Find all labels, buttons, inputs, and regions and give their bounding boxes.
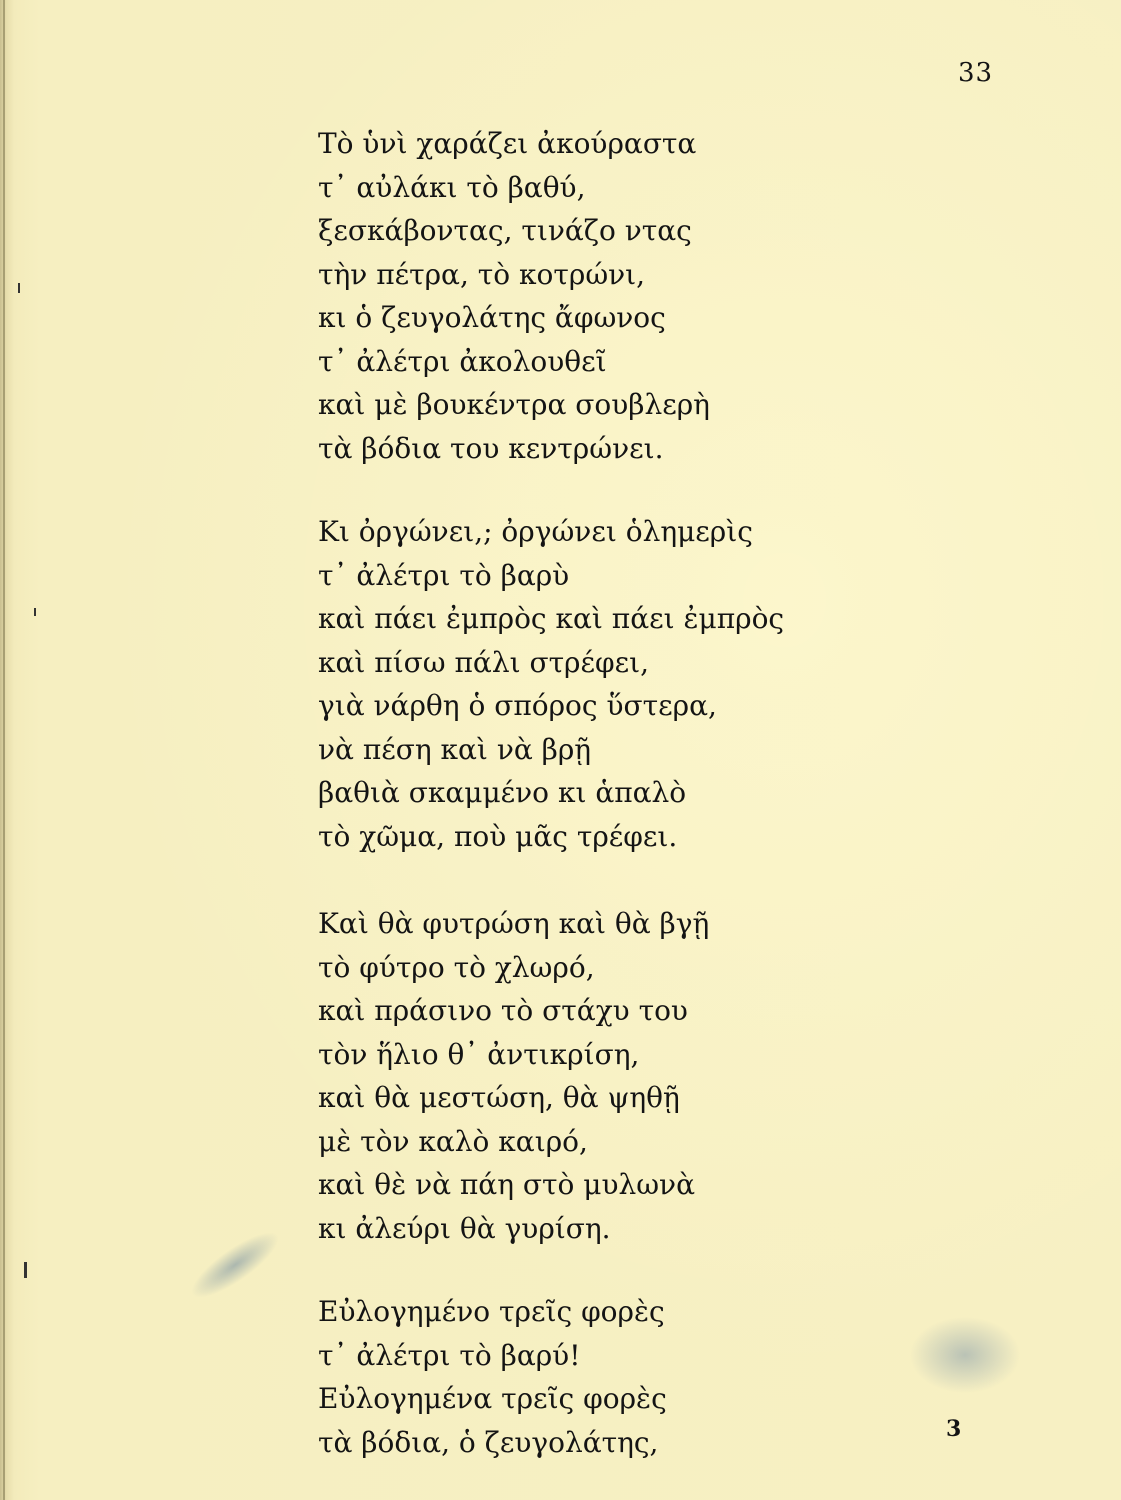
verse-line: καὶ μὲ βουκέντρα σουβλερὴ <box>318 388 710 421</box>
verse-line: καὶ πίσω πάλι στρέφει, <box>318 645 650 679</box>
verse-line: βαθιὰ σκαμμένο κι ἁπαλὸ <box>318 776 687 809</box>
verse-line: καὶ θὰ μεστώση, θὰ ψηθῇ <box>318 1081 680 1114</box>
ink-smudge-right <box>900 1300 1030 1420</box>
verse-line: τὸ χῶμα, ποὺ μᾶς τρέφει. <box>318 819 678 853</box>
margin-mark <box>34 608 36 616</box>
verse-line: τ᾿ αὐλάκι τὸ βαθύ, <box>318 170 586 204</box>
verse-line: Εὐλογημένο τρεῖς φορὲς <box>318 1295 665 1328</box>
ink-smudge-left <box>180 1210 290 1320</box>
verse-line: καὶ πράσινο τὸ στάχυ του <box>318 994 688 1027</box>
verse-line: καὶ πάει ἐμπρὸς καὶ πάει ἐμπρὸς <box>318 602 785 635</box>
verse-line: τὸν ἥλιο θ᾿ ἀντικρίση, <box>318 1037 640 1071</box>
verse-line: τὸ φύτρο τὸ χλωρό, <box>318 950 595 984</box>
verse-line: τὰ βόδια του κεντρώνει. <box>318 431 664 465</box>
verse-line: καὶ θὲ νὰ πάη στὸ μυλωνὰ <box>318 1168 695 1201</box>
verse-line: Εὐλογημένα τρεῖς φορὲς <box>318 1382 667 1415</box>
verse-line: Καὶ θὰ φυτρώση καὶ θὰ βγῇ <box>318 907 710 940</box>
stanza-4 <box>318 1290 784 1464</box>
stanza-2 <box>318 510 784 858</box>
verse-line: τὴν πέτρα, τὸ κοτρώνι, <box>318 257 646 291</box>
page-gutter <box>3 0 5 1500</box>
verse-line: κι ὁ ζευγολάτης ἄφωνος <box>318 301 666 334</box>
signature-mark: 3 <box>946 1416 962 1442</box>
verse-line: Τὸ ὑνὶ χαράζει ἀκούραστα <box>318 127 697 160</box>
margin-mark <box>18 283 20 293</box>
verse-line: τ᾿ ἀλέτρι τὸ βαρὺ <box>318 558 570 592</box>
verse-line: τ᾿ ἀλέτρι ἀκολουθεῖ <box>318 344 607 378</box>
page-number: 33 <box>958 58 994 88</box>
margin-mark <box>24 1262 27 1278</box>
verse-line: τὰ βόδια, ὁ ζευγολάτης, <box>318 1425 659 1459</box>
verse-line: τ᾿ ἀλέτρι τὸ βαρύ! <box>318 1338 581 1372</box>
verse-line: νὰ πέση καὶ νὰ βρῇ <box>318 732 592 766</box>
stanza-3 <box>318 902 784 1250</box>
stanza-1 <box>318 122 784 470</box>
verse-line: ξεσκάβοντας, τινάζο ντας <box>318 214 692 247</box>
verse-line: Κι ὀργώνει,; ὀργώνει ὁλημερὶς <box>318 515 753 548</box>
verse-line: μὲ τὸν καλὸ καιρό, <box>318 1124 588 1158</box>
verse-line: κι ἀλεύρι θὰ γυρίση. <box>318 1211 611 1245</box>
verse-line: γιὰ νάρθη ὁ σπόρος ὕστερα, <box>318 689 717 722</box>
poem-text <box>318 122 784 1464</box>
